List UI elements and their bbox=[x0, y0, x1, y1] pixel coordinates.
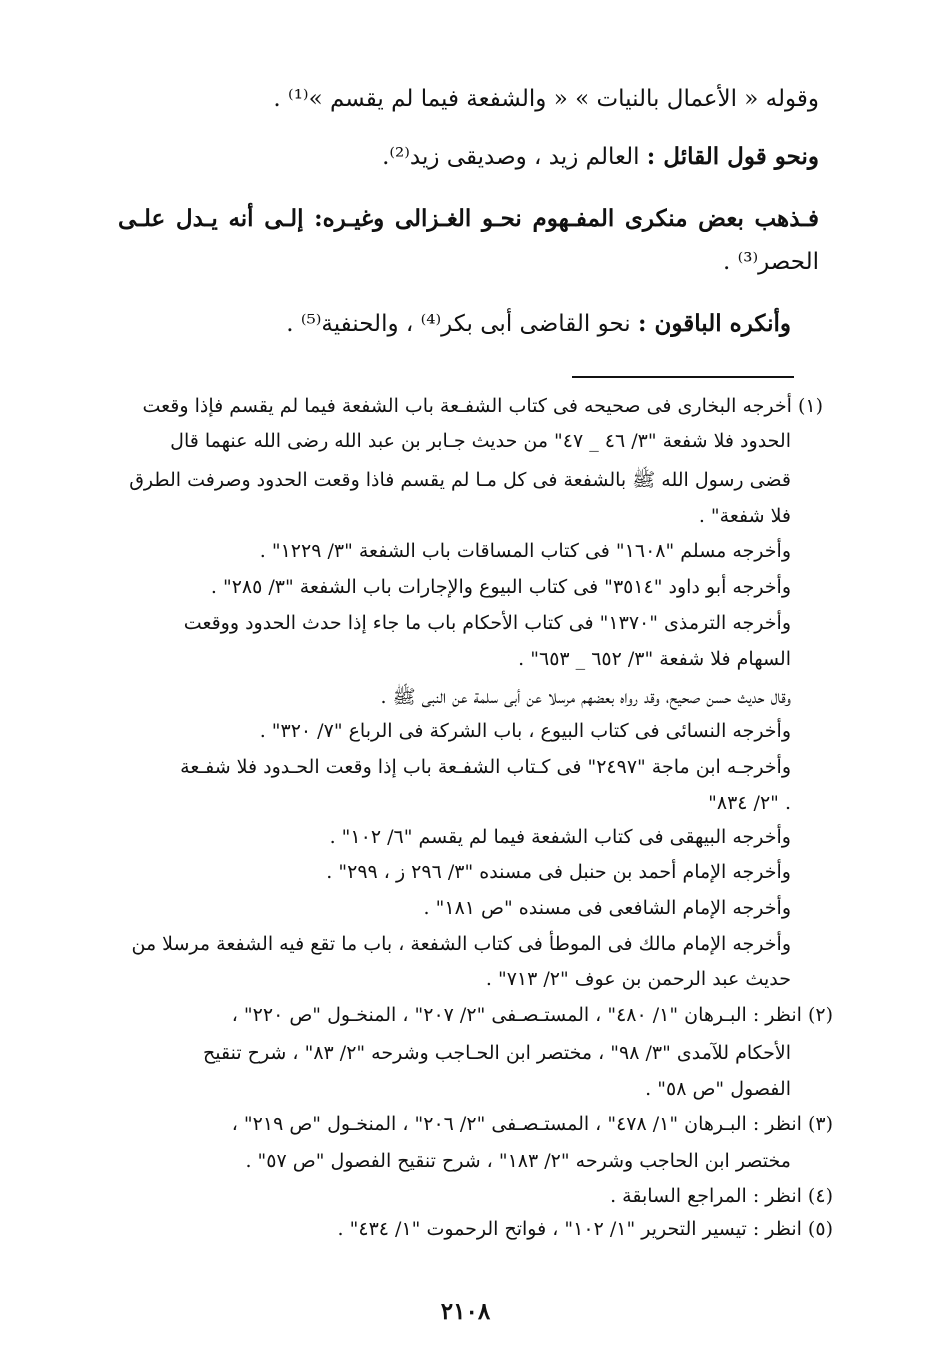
footnote-line: وأخرجه أبو داود "٣٥١٤" فى كتاب البيوع والإجارات باب الشفعة "٣/ ٢٨٥" . bbox=[210, 576, 791, 598]
footnote-line: الفصول "ص ٥٨" . bbox=[645, 1078, 791, 1100]
footnote-line: "٢/ ٨٣٤" . bbox=[708, 792, 791, 814]
paragraph-4 bbox=[286, 310, 791, 337]
footnote-line: وأخرجه مسلم "١٦٠٨" فى كتاب المساقات باب الشفعة "٣/ ١٢٢٩" . bbox=[259, 540, 791, 562]
paragraph-3-line-1: فـذهب بعض منكرى المفـهوم نحـو الغـزالى وغيـره: إلـى أنه يـدل علـى bbox=[118, 205, 819, 232]
footnote-line: وأخرجه البيهقى فى كتاب الشفعة فيما لم يقسم "٦/ ١٠٢" . bbox=[329, 826, 791, 848]
paragraph-3-line-2: الحصر⁽³⁾ . bbox=[722, 249, 819, 275]
footnote-line: وقال حديث حسن صحيح، وقد رواه بعضهم مرسلا عن أبى سلمة عن النبى ﷺ . bbox=[380, 686, 791, 708]
paragraph-2 bbox=[382, 143, 819, 170]
footnote-line: (٤) انظر : المراجع السابقة . bbox=[610, 1185, 833, 1207]
footnote-line: فلا شفعة" . bbox=[698, 505, 791, 527]
paragraph-1: وقوله « الأعمال بالنيات » « والشفعة فيما لم يقسم »⁽¹⁾ . bbox=[273, 86, 819, 112]
footnote-line: حديث عبد الرحمن بن عوف "٢/ ٧١٣" . bbox=[485, 968, 791, 990]
paragraph-4-text: نحو القاضى أبى بكر⁽⁴⁾ ، والحنفية⁽⁵⁾ . bbox=[286, 311, 631, 337]
footnote-line: قضى رسول الله ﷺ بالشفعة فى كل مـا لم يقسم فاذا وقعت الحدود وصرفت الطرق bbox=[129, 469, 791, 491]
footnote-line: وأخرجه الإمام الشافعى فى مسنده "ص ١٨١" . bbox=[423, 897, 791, 919]
footnote-line: وأخرجـه ابن ماجة "٢٤٩٧" فى كـتاب الشفـعة باب إذا وقعت الحـدود فلا شفـعة bbox=[180, 756, 791, 778]
footnote-line: وأخرجه النسائى فى كتاب البيوع ، باب الشركة فى الرباع "٧/ ٣٢٠" . bbox=[259, 720, 791, 742]
page-number: ٢١٠٨ bbox=[440, 1298, 491, 1325]
footnote-separator bbox=[572, 376, 794, 378]
paragraph-2-lead: ونحو قول القائل : bbox=[646, 143, 819, 170]
footnote-line: وأخرجه الإمام مالك فى الموطأ فى كتاب الشفعة ، باب ما تقع فيه الشفعة مرسلا من bbox=[131, 933, 791, 955]
footnote-line: (٣) انظر : البـرهان "١/ ٤٧٨" ، المستـصـفى "٢/ ٢٠٦" ، المنخـول "ص ٢١٩" ، bbox=[231, 1113, 833, 1135]
footnote-line: وأخرجه الإمام أحمد بن حنبل فى مسنده "٣/ ٢٩٦ ز ، ٢٩٩" . bbox=[326, 861, 791, 883]
footnote-line: (٥) انظر : تيسير التحرير "١/ ١٠٢" ، فواتح الرحموت "١/ ٤٣٤" . bbox=[337, 1218, 833, 1240]
footnote-line: السهام فلا شفعة "٣/ ٦٥٢ _ ٦٥٣" . bbox=[518, 648, 791, 670]
paragraph-2-text: العالم زيد ، وصديقى زيد⁽²⁾. bbox=[382, 144, 640, 170]
footnote-line: الحدود فلا شفعة "٣/ ٤٦ _ ٤٧" من حديث جـابر بن عبد الله رضى الله عنهما قال bbox=[170, 430, 791, 452]
footnote-line: (٢) انظر : البـرهان "١/ ٤٨٠" ، المستـصـفى "٢/ ٢٠٧" ، المنخـول "ص ٢٢٠" ، bbox=[231, 1004, 833, 1026]
footnote-line: الأحكام للآمدى "٣/ ٩٨" ، مختصر ابن الحـاجب وشرحه "٢/ ٨٣" ، شرح تنقيح bbox=[203, 1042, 791, 1064]
footnote-line: وأخرجه الترمذى "١٣٧٠" فى كتاب الأحكام باب ما جاء إذا حدث الحدود ووقعت bbox=[183, 612, 791, 634]
footnote-line: (١) أخرجه البخارى فى صحيحه فى كتاب الشفـعة باب الشفعة فيما لم يقسم فإذا وقعت bbox=[142, 395, 823, 417]
footnote-line: مختصر ابن الحاجب وشرحه "٢/ ١٨٣" ، شرح تنقيح الفصول "ص ٥٧" . bbox=[245, 1150, 791, 1172]
paragraph-4-lead: وأنكره الباقون : bbox=[638, 310, 791, 337]
